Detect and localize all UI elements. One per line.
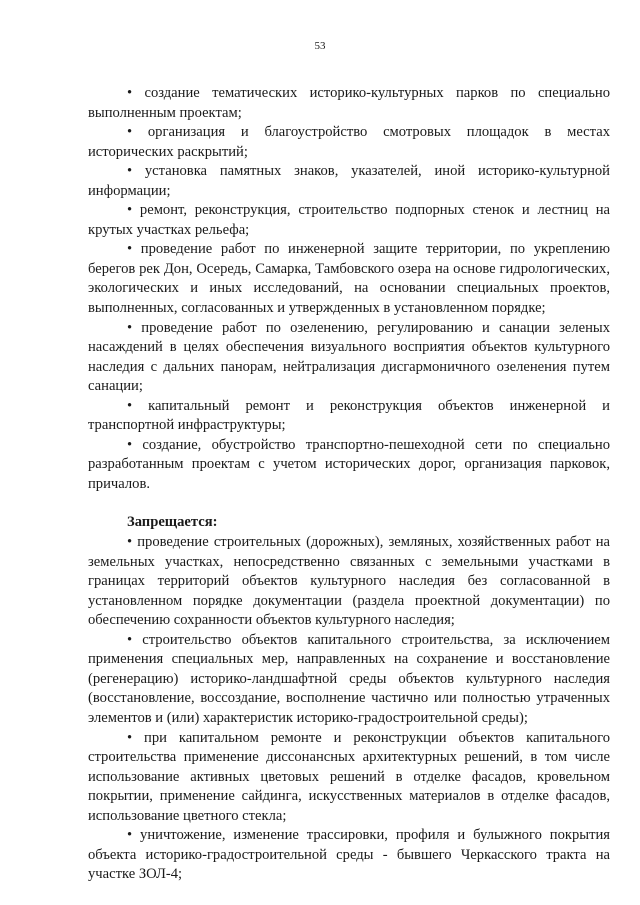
- list-item: • капитальный ремонт и реконструкция объектов инженерной и транспортной инфраструктуры;: [88, 397, 610, 434]
- page-number: 53: [314, 40, 326, 52]
- list-item: • при капитальном ремонте и реконструкции объектов капитального строительства применение диссонансных архитектурных решений, в том числе использование активных цветовых решений в отделке фасадов, кровельном покрытии, применение сайдинга, искусственных материалов в отделке фасадов, использование цветного стекла;: [88, 729, 610, 824]
- list-item: • создание тематических историко-культурных парков по специально выполненным проектам;: [88, 85, 610, 121]
- list-item: • строительство объектов капитального строительства, за исключением применения специальных мер, направленных на сохранение и восстановление (регенерацию) историко-ландшафтной среды объектов культурного наследия (восстановление, воссоздание, восполнение частично или полностью утраченных элементов и (или) характеристик историко-градостроительной среды);: [88, 631, 610, 726]
- list-item: • проведение работ по инженерной защите территории, по укреплению берегов рек Дон, Осередь, Самарка, Тамбовского озера на основе гидрологических, экологических и иных исследований, на основании специальных проектов, выполненных, согласованных и утвержденных в установленном порядке;: [88, 241, 610, 317]
- document-body: [88, 84, 610, 885]
- list-item: • уничтожение, изменение трассировки, профиля и булыжного покрытия объекта историко-градостроительной среды - бывшего Черкасского тракта на участке ЗОЛ-4;: [88, 827, 610, 883]
- list-item: • организация и благоустройство смотровых площадок в местах исторических раскрытий;: [88, 124, 610, 160]
- section-heading: Запрещается:: [127, 514, 218, 531]
- list-item: • установка памятных знаков, указателей, иной историко-культурной информации;: [88, 163, 610, 199]
- list-item: • проведение строительных (дорожных), земляных, хозяйственных работ на земельных участках, непосредственно связанных с земельными участками в границах территорий объектов культурного наследия без согласованной в установленном порядке документации (раздела проектной документации) по обеспечению сохранности объектов культурного наследия;: [88, 534, 610, 629]
- list-item: • ремонт, реконструкция, строительство подпорных стенок и лестниц на крутых участках рельефа;: [88, 202, 610, 238]
- list-item: • создание, обустройство транспортно-пешеходной сети по специально разработанным проектам с учетом исторических дорог, организация парковок, причалов.: [88, 436, 610, 492]
- list-item: • проведение работ по озеленению, регулированию и санации зеленых насаждений в целях обеспечения визуального восприятия объектов культурного наследия с дальних панорам, нейтрализация дисгармоничного озеленения путем санации;: [88, 319, 610, 395]
